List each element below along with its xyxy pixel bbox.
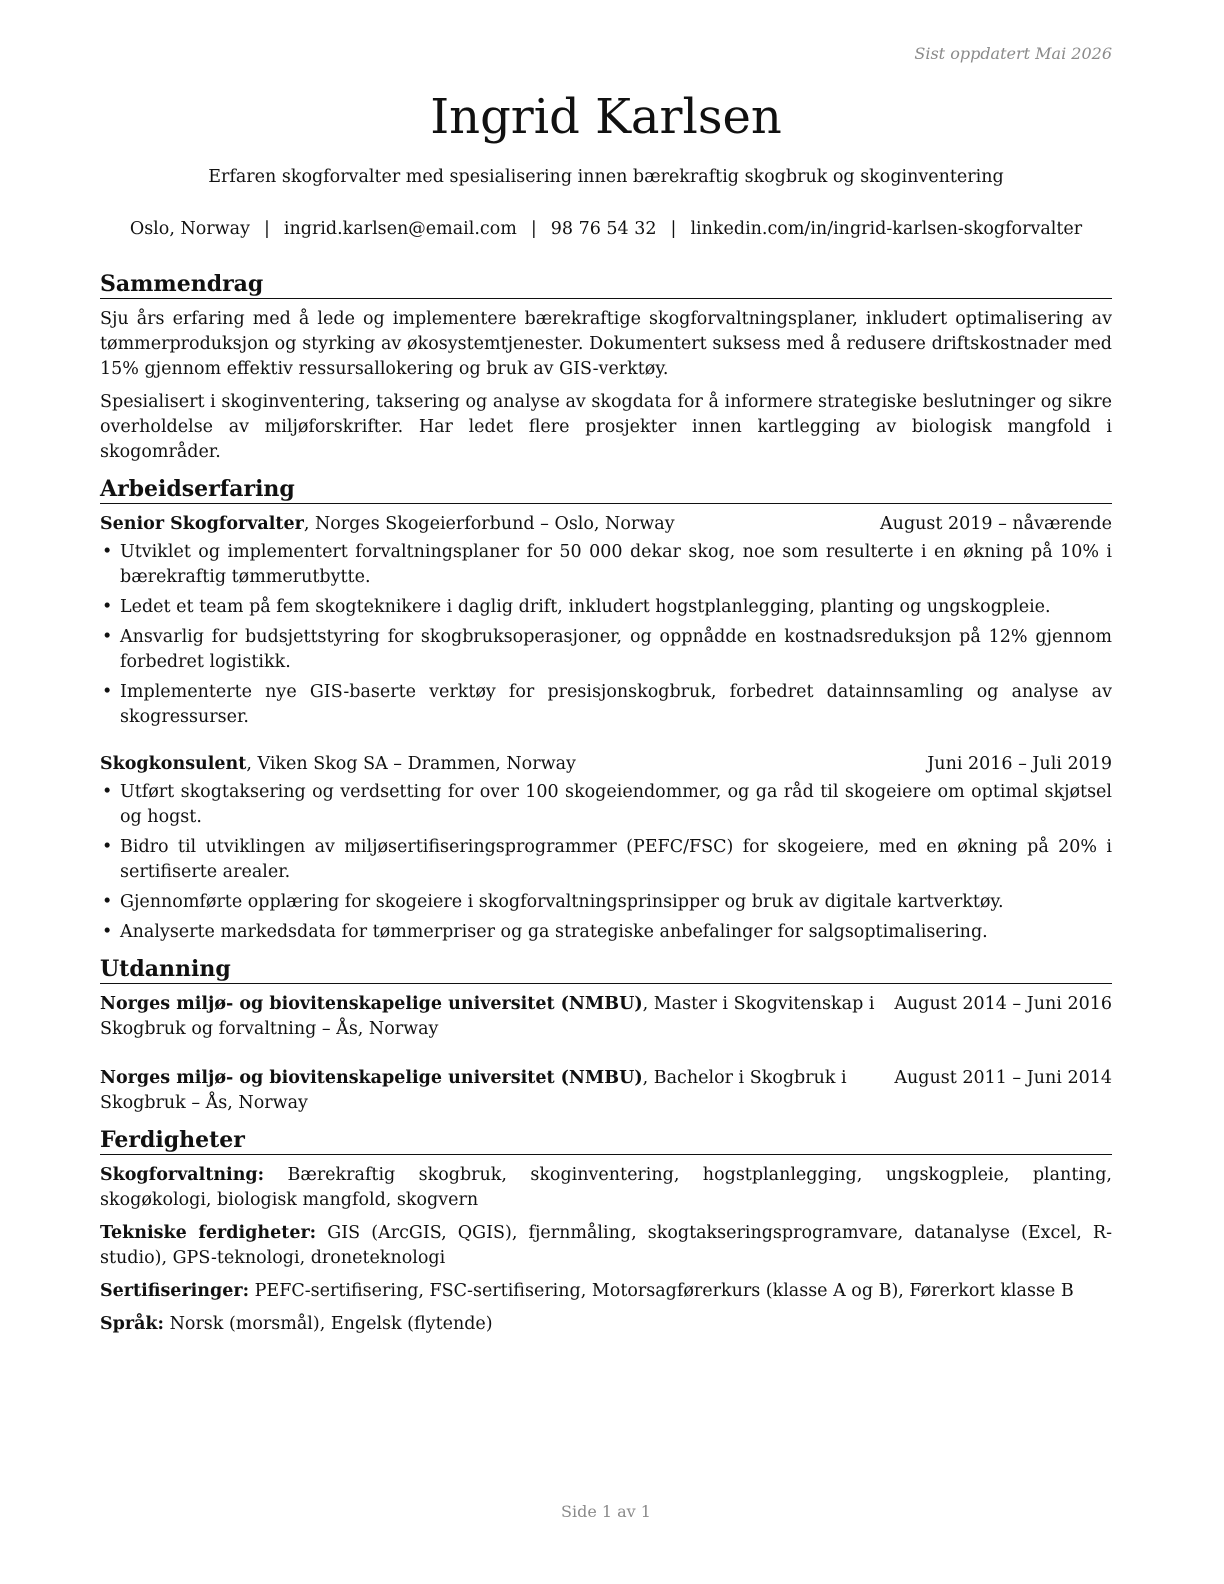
resume-content	[100, 270, 1112, 1347]
skill-label: Skogforvaltning:	[100, 1165, 265, 1185]
resume-page	[100, 0, 1112, 1584]
list-item: • Analyserte markedsdata for tømmerpriser og ga strategiske anbefalinger for salgsoptimalisering.	[100, 920, 1112, 945]
job-title: Senior Skogforvalter	[100, 514, 304, 534]
contact-location: Oslo, Norway	[129, 219, 250, 239]
education-detail: , Bachelor i Skogbruk i Skogbruk – Ås, Norway	[100, 1068, 847, 1113]
skill-text: Norsk (morsmål), Engelsk (flytende)	[164, 1314, 493, 1334]
list-item: • Ansvarlig for budsjettstyring for skogbruksoperasjoner, og oppnådde en kostnadsreduksjon på 12% gjennom forbedret logistikk.	[100, 625, 1112, 675]
job-title: Skogkonsulent	[100, 754, 247, 774]
skill-label: Tekniske ferdigheter:	[100, 1223, 317, 1243]
skill-text: Bærekraftig skogbruk, skoginventering, hogstplanlegging, ungskogpleie, planting, skogøkologi, biologisk mangfold, skogvern	[100, 1165, 1112, 1210]
contact-separator: |	[263, 219, 270, 239]
job-bullets	[100, 780, 1112, 945]
page-number: Side 1 av 1	[561, 1502, 651, 1521]
list-item: • Ledet et team på fem skogteknikere i daglig drift, inkludert hogstplanlegging, planting og ungskogpleie.	[100, 595, 1112, 620]
list-item: • Utført skogtaksering og verdsetting for over 100 skogeiendommer, og ga råd til skogeiere om optimal skjøtsel og hogst.	[100, 780, 1112, 830]
education-entry	[100, 992, 1112, 1042]
skill-text: PEFC-sertifisering, FSC-sertifisering, Motorsagførerkurs (klasse A og B), Førerkort klasse B	[249, 1281, 1074, 1301]
last-updated: Sist oppdatert Mai 2026	[914, 44, 1112, 63]
skill-line	[100, 1221, 1112, 1271]
skill-line	[100, 1279, 1112, 1304]
list-item: • Gjennomførte opplæring for skogeiere i skogforvaltningsprinsipper og bruk av digitale kartverktøy.	[100, 890, 1112, 915]
job-header	[100, 512, 1112, 537]
summary-paragraph: Sju års erfaring med å lede og implementere bærekraftige skogforvaltningsplaner, inkludert optimalisering av tømmerproduksjon og styrking av økosystemtjenester. Dokumentert suksess med å redusere driftskostnader med 15% gjennom effektiv ressursallokering og bruk av GIS-verktøy.	[100, 309, 1112, 379]
education-section	[100, 955, 1112, 1116]
section-heading: Arbeidserfaring	[100, 475, 1112, 504]
skill-label: Sertifiseringer:	[100, 1281, 250, 1301]
contact-separator: |	[670, 219, 677, 239]
section-heading: Utdanning	[100, 955, 1112, 984]
experience-section	[100, 475, 1112, 945]
contact-line	[100, 219, 1112, 239]
job-org: , Norges Skogeierforbund – Oslo, Norway	[303, 514, 675, 534]
job-date: Juni 2016 – Juli 2019	[927, 754, 1112, 774]
section-heading: Sammendrag	[100, 270, 1112, 299]
job-bullets	[100, 540, 1112, 730]
list-item: • Bidro til utviklingen av miljøsertifiseringsprogrammer (PEFC/FSC) for skogeiere, med en økning på 20% i sertifiserte arealer.	[100, 835, 1112, 885]
contact-linkedin[interactable]: linkedin.com/in/ingrid-karlsen-skogforvalter	[690, 219, 1083, 239]
contact-separator: |	[530, 219, 537, 239]
summary-section	[100, 270, 1112, 465]
contact-email[interactable]: ingrid.karlsen@email.com	[283, 219, 517, 239]
education-date: August 2011 – Juni 2014	[894, 1068, 1112, 1088]
skill-line	[100, 1312, 1112, 1337]
education-school: Norges miljø- og biovitenskapelige universitet (NMBU)	[100, 1068, 643, 1088]
skill-line	[100, 1163, 1112, 1213]
education-detail: , Master i Skogvitenskap i Skogbruk og forvaltning – Ås, Norway	[100, 994, 875, 1039]
list-item: • Implementerte nye GIS-baserte verktøy for presisjonskogbruk, forbedret datainnsamling og analyse av skogressurser.	[100, 680, 1112, 730]
education-school: Norges miljø- og biovitenskapelige universitet (NMBU)	[100, 994, 643, 1014]
skills-section	[100, 1126, 1112, 1337]
job-date: August 2019 – nåværende	[880, 514, 1112, 534]
skill-text: GIS (ArcGIS, QGIS), fjernmåling, skogtakseringsprogramvare, datanalyse (Excel, R-studio), GPS-teknologi, droneteknologi	[100, 1223, 1113, 1268]
tagline: Erfaren skogforvalter med spesialisering innen bærekraftig skogbruk og skoginventering	[208, 167, 1004, 187]
job-entry	[100, 512, 1112, 730]
education-date: August 2014 – Juni 2016	[894, 994, 1112, 1014]
skill-label: Språk:	[100, 1314, 165, 1334]
list-item: • Utviklet og implementert forvaltningsplaner for 50 000 dekar skog, noe som resulterte i en økning på 10% i bærekraftig tømmerutbytte.	[100, 540, 1112, 590]
job-entry	[100, 752, 1112, 945]
job-org: , Viken Skog SA – Drammen, Norway	[246, 754, 576, 774]
education-entry	[100, 1066, 1112, 1116]
candidate-name: Ingrid Karlsen	[430, 89, 782, 145]
contact-phone: 98 76 54 32	[550, 219, 657, 239]
job-header	[100, 752, 1112, 777]
summary-paragraph: Spesialisert i skoginventering, taksering og analyse av skogdata for å informere strategiske beslutninger og sikre overholdelse av miljøforskrifter. Har ledet flere prosjekter innen kartlegging av biologisk mangfold i skogområder.	[100, 392, 1112, 462]
section-heading: Ferdigheter	[100, 1126, 1112, 1155]
